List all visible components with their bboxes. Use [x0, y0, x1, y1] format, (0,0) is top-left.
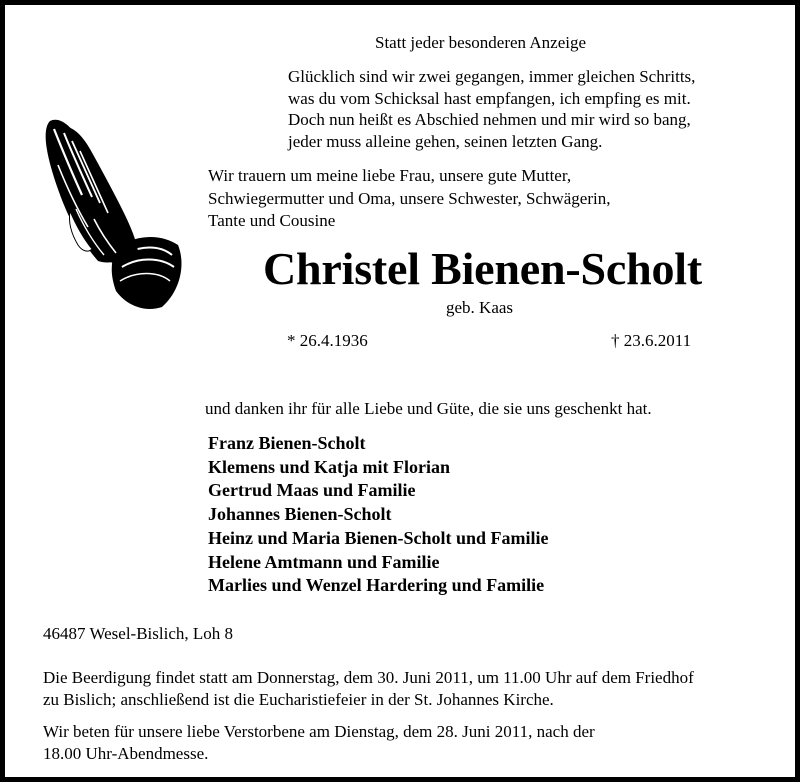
- birth-date: * 26.4.1936: [287, 331, 368, 350]
- family-member: Marlies und Wenzel Hardering und Familie: [208, 575, 545, 596]
- poem: [288, 66, 695, 152]
- death-date: † 23.6.2011: [611, 331, 692, 350]
- thanks-text: und danken ihr für alle Liebe und Güte, die sie uns geschenkt hat.: [205, 399, 652, 418]
- family-member: Johannes Bienen-Scholt: [208, 504, 392, 525]
- family-member: Heinz und Maria Bienen-Scholt und Familie: [208, 527, 549, 548]
- mass-line: 18.00 Uhr-Abendmesse.: [43, 743, 209, 763]
- family-member: Helene Amtmann und Familie: [208, 551, 440, 572]
- poem-line: Glücklich sind wir zwei gegangen, immer gleichen Schritts,: [288, 67, 696, 86]
- mourning-line: Tante und Cousine: [208, 211, 336, 230]
- funeral-line: zu Bislich; anschließend ist die Eucharistiefeier in der St. Johannes Kirche.: [43, 689, 554, 709]
- poem-line: was du vom Schicksal hast empfangen, ich empfing es mit.: [288, 88, 691, 108]
- family-member: Gertrud Maas und Familie: [208, 480, 416, 501]
- mass-info: [43, 721, 595, 764]
- poem-line: Doch nun heißt es Abschied nehmen und mir wird so bang,: [288, 110, 691, 129]
- funeral-info: [43, 667, 694, 710]
- maiden-name: geb. Kaas: [446, 298, 514, 317]
- mourning-line: Wir trauern um meine liebe Frau, unsere gute Mutter,: [208, 166, 572, 185]
- mourning-line: Schwiegermutter und Oma, unsere Schwester, Schwägerin,: [208, 188, 611, 208]
- mourning-text: [208, 165, 610, 233]
- deceased-name: Christel Bienen-Scholt: [263, 243, 702, 294]
- address: 46487 Wesel-Bislich, Loh 8: [43, 624, 234, 643]
- family-list: [208, 432, 549, 598]
- praying-hands-icon: [40, 115, 190, 315]
- notice-header: Statt jeder besonderen Anzeige: [375, 33, 587, 52]
- family-member: Klemens und Katja mit Florian: [208, 456, 450, 477]
- family-member: Franz Bienen-Scholt: [208, 433, 366, 453]
- mass-line: Wir beten für unsere liebe Verstorbene am Dienstag, dem 28. Juni 2011, nach der: [43, 722, 595, 741]
- funeral-line: Die Beerdigung findet statt am Donnerstag, dem 30. Juni 2011, um 11.00 Uhr auf dem Friedhof: [43, 668, 694, 687]
- poem-line: jeder muss alleine gehen, seinen letzten Gang.: [288, 131, 603, 151]
